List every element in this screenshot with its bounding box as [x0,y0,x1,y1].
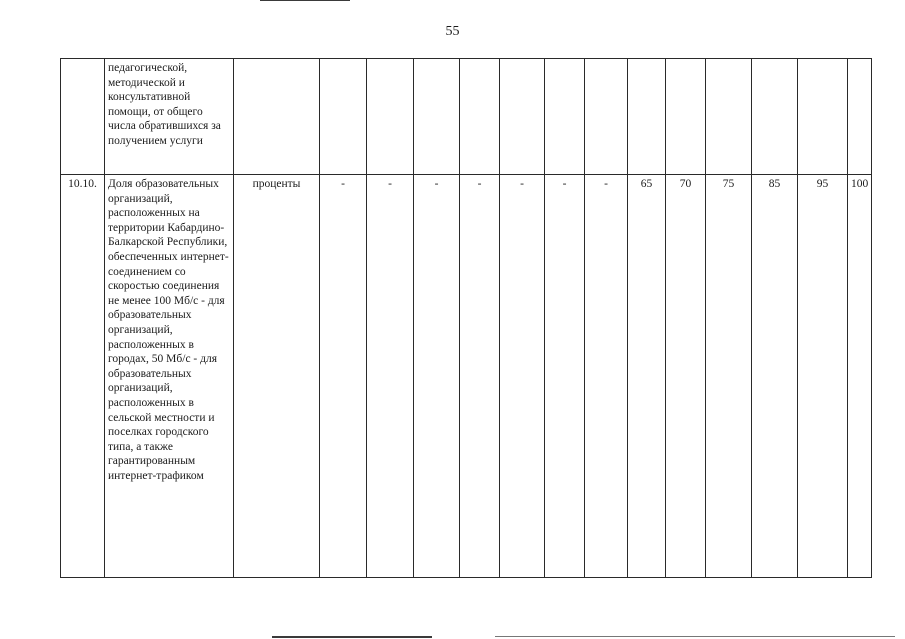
unit-cell: проценты [234,175,320,578]
value-cell: 95 [798,175,848,578]
value-cell: 70 [666,175,706,578]
value-cell: - [585,175,628,578]
data-table [60,58,872,578]
indicator-name: педагогической, методической и консультативной помощи, от общего числа обратившихся за получением услуги [105,59,234,175]
scan-artifact-bottom-left [272,636,432,638]
value-cell [628,59,666,175]
value-cell [848,59,872,175]
value-cell [460,59,500,175]
value-cell: - [545,175,585,578]
value-cell [585,59,628,175]
value-cell: 75 [706,175,752,578]
value-cell: 85 [752,175,798,578]
value-cell [752,59,798,175]
scan-artifact-bottom-right [495,636,895,637]
value-cell [414,59,460,175]
row-number: 10.10. [61,175,105,578]
page-number: 55 [445,24,460,39]
value-cell [798,59,848,175]
value-cell: 100 [848,175,872,578]
indicator-name: Доля образовательных организаций, расположенных на территории Кабардино-Балкарской Республики, обеспеченных интернет-соединением со скоростью соединения не менее 100 Мб/с - для образовательных организаций, расположенных в городах, 50 Мб/с - для образовательных организаций, расположенных в сельской местности и поселках городского типа, а также гарантированным интернет-трафиком [105,175,234,578]
value-cell: - [414,175,460,578]
value-cell: - [500,175,545,578]
value-cell [320,59,367,175]
value-cell [500,59,545,175]
value-cell [367,59,414,175]
value-cell: - [320,175,367,578]
value-cell [706,59,752,175]
table-row [61,175,872,578]
scan-artifact-top [260,0,350,1]
value-cell [666,59,706,175]
table-row [61,59,872,175]
value-cell: - [367,175,414,578]
value-cell: - [460,175,500,578]
unit-cell [234,59,320,175]
value-cell: 65 [628,175,666,578]
value-cell [545,59,585,175]
row-number [61,59,105,175]
